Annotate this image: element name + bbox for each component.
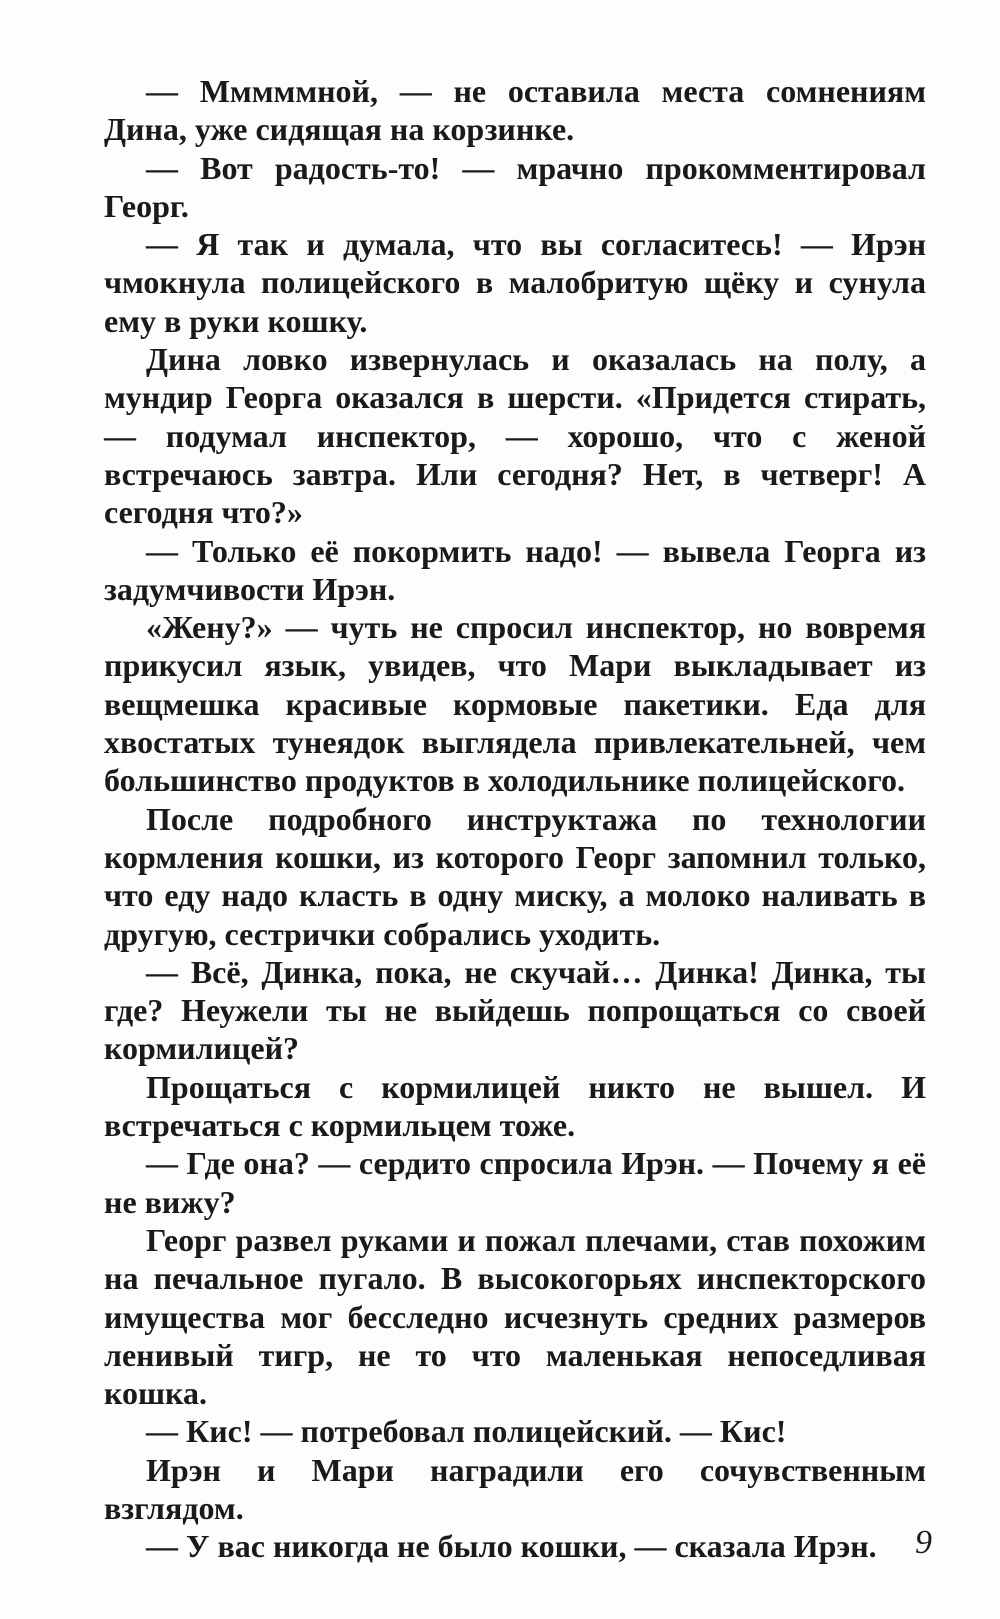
page-number: 9 xyxy=(915,1524,932,1561)
paragraph: Георг развел руками и пожал плечами, став похожим на печальное пугало. В высокогорьях инспекторского имущества мог бесследно исчезнуть средних размеров ленивый тигр, не то что маленькая непоседливая кошка. xyxy=(104,1221,926,1412)
paragraph: «Жену?» — чуть не спросил инспектор, но вовремя прикусил язык, увидев, что Мари выкладывает из вещмешка красивые кормовые пакетики. Еда для хвостатых тунеядок выглядела привлекательней, чем большинство продуктов в холодильнике полицейского. xyxy=(104,609,926,799)
paragraph: Ирэн и Мари наградили его сочувственным взглядом. xyxy=(104,1451,926,1526)
paragraph: Дина ловко извернулась и оказалась на полу, а мундир Георга оказался в шерсти. «Придется стирать, — подумал инспектор, — хорошо, что с женой встречаюсь завтра. Или сегодня? Нет, в четверг! А сегодня что?» xyxy=(104,341,926,531)
paragraph: — Я так и думала, что вы согласитесь! — Ирэн чмокнула полицейского в малобритую щёку и сунула ему в руки кошку. xyxy=(104,226,926,339)
paragraph: — Только её покормить надо! — вывела Георга из задумчивости Ирэн. xyxy=(104,532,926,607)
body-text xyxy=(104,72,926,1566)
paragraph: Прощаться с кормилицей никто не вышел. И встречаться с кормильцем тоже. xyxy=(104,1068,926,1144)
paragraph: После подробного инструктажа по технологии кормления кошки, из которого Георг запомнил только, что еду надо класть в одну миску, а молоко наливать в другую, сестрички собрались уходить. xyxy=(104,800,926,952)
paragraph: — Вот радость-то! — мрачно прокомментировал Георг. xyxy=(104,149,926,224)
paragraph: — Где она? — сердито спросила Ирэн. — Почему я её не вижу? xyxy=(104,1145,926,1220)
paragraph: — Всё, Динка, пока, не скучай… Динка! Динка, ты где? Неужели ты не выйдешь попрощаться со своей кормилицей? xyxy=(104,953,926,1067)
paragraph: — Кис! — потребовал полицейский. — Кис! xyxy=(146,1413,787,1450)
paragraph: — Мммммной, — не оставила места сомнениям Дина, уже сидящая на корзинке. xyxy=(104,73,926,148)
paragraph: — У вас никогда не было кошки, — сказала Ирэн. xyxy=(146,1528,877,1565)
